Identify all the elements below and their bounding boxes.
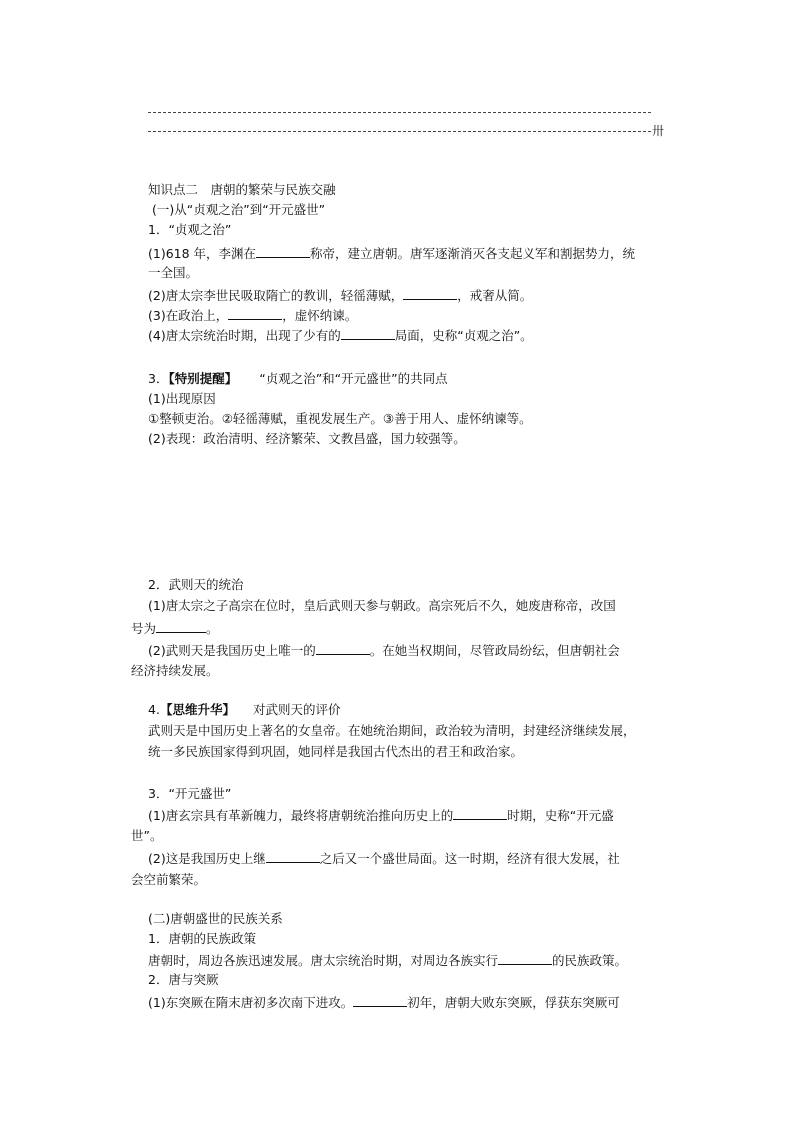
fill-blank[interactable] bbox=[256, 246, 310, 258]
section-title: 知识点二 唐朝的繁荣与民族交融 bbox=[148, 182, 336, 197]
item3-paragraph-2-cont: 会空前繁荣。 bbox=[131, 872, 207, 887]
subsection-title-1: (一)从“贞观之治”到“开元盛世” bbox=[152, 202, 326, 217]
item3-paragraph-2: (2)这是我国历史上继 之后又一个盛世局面。这一时期，经济有很大发展，社 bbox=[148, 851, 620, 866]
tip-paragraph-1: (1)出现原因 bbox=[148, 391, 216, 406]
fill-blank[interactable] bbox=[156, 621, 206, 633]
think-label: 【思维升华】 bbox=[159, 702, 235, 717]
fill-blank[interactable] bbox=[266, 851, 320, 863]
fill-blank[interactable] bbox=[228, 308, 282, 320]
item1-paragraph-4: (4)唐太宗统治时期，出现了少有的 局面，史称“贞观之治”。 bbox=[148, 328, 533, 343]
fill-blank[interactable] bbox=[498, 953, 552, 965]
item1-paragraph-1: (1)618 年，李渊在 称帝，建立唐朝。唐军逐渐消灭各支起义军和割据势力，统 bbox=[148, 246, 636, 261]
item2-paragraph-2-cont: 经济持续发展。 bbox=[131, 663, 219, 678]
item3-paragraph-1: (1)唐玄宗具有革新魄力，最终将唐朝统治推向历史上的 时期，史称“开元盛 bbox=[148, 808, 614, 823]
item2-paragraph-2: (2)武则天是我国历史上唯一的 。在她当权期间，尽管政局纷纭，但唐朝社会 bbox=[148, 643, 620, 658]
fill-blank[interactable] bbox=[341, 328, 395, 340]
fill-blank[interactable] bbox=[316, 643, 370, 655]
item2-title: 2．武则天的统治 bbox=[148, 577, 244, 592]
item2-paragraph-1-cont: 号为 。 bbox=[131, 621, 219, 636]
think-paragraph-2: 统一多民族国家得到巩固，她同样是我国古代杰出的君王和政治家。 bbox=[148, 744, 524, 759]
fill-blank[interactable] bbox=[453, 808, 507, 820]
tip-paragraph-1-detail: ①整顿吏治。②轻徭薄赋，重视发展生产。③善于用人、虚怀纳谏等。 bbox=[148, 411, 532, 426]
item1-paragraph-2: (2)唐太宗李世民吸取隋亡的教训，轻徭薄赋， ，戒奢从简。 bbox=[148, 288, 533, 303]
n2-title: 2．唐与突厥 bbox=[148, 972, 219, 987]
fill-blank[interactable] bbox=[403, 288, 457, 300]
dashed-answer-line-2 bbox=[148, 131, 651, 132]
tip-heading: 3．【特别提醒】 “贞观之治”和“开元盛世”的共同点 bbox=[148, 371, 448, 386]
item1-paragraph-1-cont: 一全国。 bbox=[148, 265, 199, 280]
item3-title: 3．“开元盛世” bbox=[148, 786, 232, 801]
think-heading: 4.【思维升华】 对武则天的评价 bbox=[148, 702, 341, 717]
n2-paragraph-1: (1)东突厥在隋末唐初多次南下进攻。 初年，唐朝大败东突厥，俘获东突厥可 bbox=[148, 995, 620, 1010]
n1-title: 1．唐朝的民族政策 bbox=[148, 931, 256, 946]
line-end-char: 卅 bbox=[652, 124, 665, 138]
tip-label: 【特别提醒】 bbox=[168, 371, 238, 386]
item1-paragraph-3: (3)在政治上， ，虚怀纳谏。 bbox=[148, 308, 358, 323]
fill-blank[interactable] bbox=[353, 995, 407, 1007]
dashed-answer-line-1 bbox=[148, 112, 651, 113]
item2-paragraph-1: (1)唐太宗之子高宗在位时，皇后武则天参与朝政。高宗死后不久，她废唐称帝，改国 bbox=[148, 598, 616, 613]
think-paragraph-1: 武则天是中国历史上著名的女皇帝。在她统治期间，政治较为清明，封建经济继续发展， bbox=[148, 723, 636, 738]
item3-paragraph-1-cont: 世”。 bbox=[131, 828, 163, 843]
item1-title: 1．“贞观之治” bbox=[148, 222, 232, 237]
n1-paragraph-1: 唐朝时，周边各族迅速发展。唐太宗统治时期，对周边各族实行 的民族政策。 bbox=[148, 953, 628, 968]
subsection-title-2: (二)唐朝盛世的民族关系 bbox=[148, 911, 283, 926]
tip-paragraph-2: (2)表现：政治清明、经济繁荣、文教昌盛，国力较强等。 bbox=[148, 431, 466, 446]
